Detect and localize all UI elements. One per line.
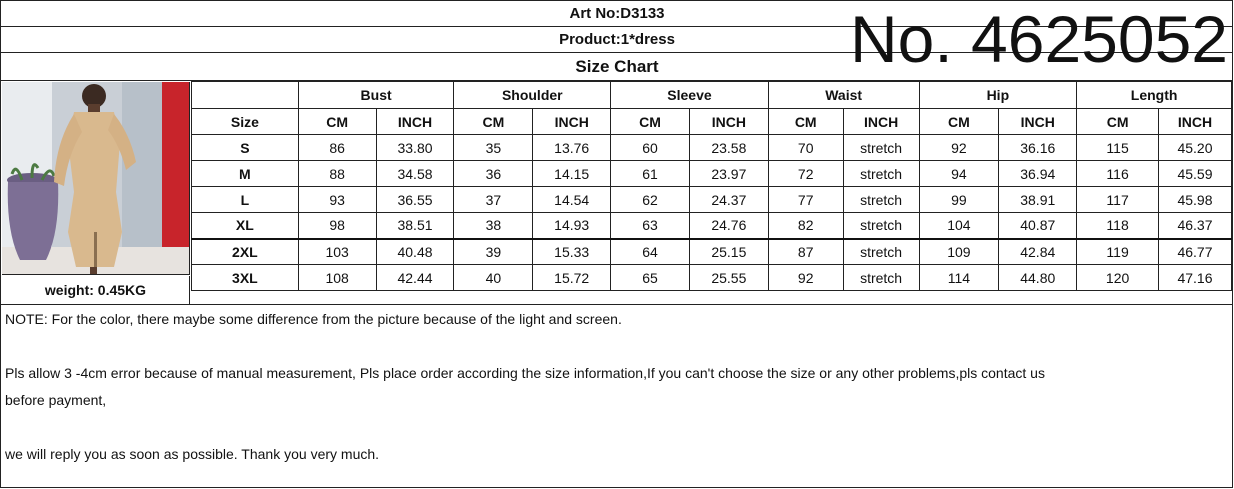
measure-cell: 92 <box>919 135 999 161</box>
measure-cell: 15.33 <box>533 239 611 265</box>
measure-cell: 36.94 <box>999 161 1077 187</box>
measure-cell: 109 <box>919 239 999 265</box>
measure-cell: 65 <box>611 265 690 291</box>
measure-cell: 104 <box>919 213 999 239</box>
measure-cell: 24.37 <box>689 187 768 213</box>
measure-cell: 103 <box>298 239 376 265</box>
size-label: 2XL <box>192 239 299 265</box>
measure-cell: stretch <box>843 213 919 239</box>
measure-cell: 45.59 <box>1159 161 1232 187</box>
measure-cell: 23.58 <box>689 135 768 161</box>
size-header: Size <box>192 109 299 135</box>
measure-cell: 14.54 <box>533 187 611 213</box>
unit-row <box>192 109 1232 135</box>
group-waist: Waist <box>768 82 919 109</box>
size-label: M <box>192 161 299 187</box>
size-label: 3XL <box>192 265 299 291</box>
notes-section <box>1 304 1233 488</box>
measure-cell: stretch <box>843 187 919 213</box>
size-rows <box>192 135 1232 291</box>
measure-cell: 108 <box>298 265 376 291</box>
measure-cell: 115 <box>1077 135 1159 161</box>
measure-cell: 36 <box>454 161 533 187</box>
measure-cell: 40.48 <box>376 239 454 265</box>
measure-cell: 35 <box>454 135 533 161</box>
table-row <box>192 239 1232 265</box>
measure-cell: 119 <box>1077 239 1159 265</box>
group-bust: Bust <box>298 82 454 109</box>
measure-cell: 39 <box>454 239 533 265</box>
measure-cell: 38 <box>454 213 533 239</box>
measure-cell: 24.76 <box>689 213 768 239</box>
measure-cell: 25.15 <box>689 239 768 265</box>
unit-inch: INCH <box>533 109 611 135</box>
unit-cm: CM <box>298 109 376 135</box>
measure-cell: 61 <box>611 161 690 187</box>
measure-cell: 117 <box>1077 187 1159 213</box>
blank-cell <box>192 82 299 109</box>
measure-cell: 47.16 <box>1159 265 1232 291</box>
measure-cell: 14.15 <box>533 161 611 187</box>
measure-cell: 40.87 <box>999 213 1077 239</box>
table-row <box>192 161 1232 187</box>
unit-cm: CM <box>1077 109 1159 135</box>
measure-cell: 88 <box>298 161 376 187</box>
measure-cell: 13.76 <box>533 135 611 161</box>
measure-cell: 99 <box>919 187 999 213</box>
note-before-payment: before payment, <box>5 392 107 408</box>
measure-cell: 38.91 <box>999 187 1077 213</box>
measure-cell: 25.55 <box>689 265 768 291</box>
measure-cell: 33.80 <box>376 135 454 161</box>
measure-cell: 94 <box>919 161 999 187</box>
dress-model-image <box>2 82 190 275</box>
unit-cm: CM <box>768 109 843 135</box>
measure-cell: stretch <box>843 239 919 265</box>
measure-cell: 87 <box>768 239 843 265</box>
measure-cell: 116 <box>1077 161 1159 187</box>
weight-label: weight: 0.45KG <box>2 276 190 304</box>
unit-cm: CM <box>611 109 690 135</box>
product-name: Product:1*dress <box>559 31 675 48</box>
measure-cell: 62 <box>611 187 690 213</box>
measure-cell: 118 <box>1077 213 1159 239</box>
measure-cell: 72 <box>768 161 843 187</box>
group-shoulder: Shoulder <box>454 82 611 109</box>
measure-cell: 120 <box>1077 265 1159 291</box>
measure-cell: 64 <box>611 239 690 265</box>
item-number: No. 4625052 <box>850 2 1228 76</box>
measure-cell: 60 <box>611 135 690 161</box>
unit-cm: CM <box>919 109 999 135</box>
measure-cell: 45.98 <box>1159 187 1232 213</box>
measure-cell: 45.20 <box>1159 135 1232 161</box>
size-label: XL <box>192 213 299 239</box>
measure-cell: 46.37 <box>1159 213 1232 239</box>
measure-cell: 38.51 <box>376 213 454 239</box>
measure-cell: 70 <box>768 135 843 161</box>
measure-cell: stretch <box>843 265 919 291</box>
measure-cell: 36.16 <box>999 135 1077 161</box>
measure-cell: 15.72 <box>533 265 611 291</box>
measure-cell: 86 <box>298 135 376 161</box>
measure-cell: 92 <box>768 265 843 291</box>
measure-group-row <box>192 82 1232 109</box>
measure-cell: 82 <box>768 213 843 239</box>
size-label: L <box>192 187 299 213</box>
table-row <box>192 265 1232 291</box>
table-row <box>192 213 1232 239</box>
measure-cell: 40 <box>454 265 533 291</box>
chart-title: Size Chart <box>575 57 659 76</box>
unit-cm: CM <box>454 109 533 135</box>
unit-inch: INCH <box>843 109 919 135</box>
measure-cell: 42.44 <box>376 265 454 291</box>
measure-cell: 23.97 <box>689 161 768 187</box>
measure-cell: 34.58 <box>376 161 454 187</box>
note-color: NOTE: For the color, there maybe some difference from the picture because of the light and screen. <box>5 311 622 327</box>
unit-inch: INCH <box>999 109 1077 135</box>
measure-cell: 37 <box>454 187 533 213</box>
measure-cell: 63 <box>611 213 690 239</box>
art-number: Art No:D3133 <box>569 5 665 22</box>
measure-cell: stretch <box>843 135 919 161</box>
note-reply: we will reply you as soon as possible. Thank you very much. <box>5 446 380 462</box>
product-photo <box>2 82 190 275</box>
measure-cell: stretch <box>843 161 919 187</box>
measure-cell: 42.84 <box>999 239 1077 265</box>
group-hip: Hip <box>919 82 1077 109</box>
measure-cell: 77 <box>768 187 843 213</box>
measure-cell: 114 <box>919 265 999 291</box>
measure-cell: 36.55 <box>376 187 454 213</box>
unit-inch: INCH <box>689 109 768 135</box>
measure-cell: 14.93 <box>533 213 611 239</box>
measure-cell: 98 <box>298 213 376 239</box>
unit-inch: INCH <box>376 109 454 135</box>
group-sleeve: Sleeve <box>611 82 769 109</box>
size-label: S <box>192 135 299 161</box>
note-measurement: Pls allow 3 -4cm error because of manual measurement, Pls place order according the size information,If you can't choose the size or any other problems,pls contact us <box>5 365 1045 381</box>
table-row <box>192 135 1232 161</box>
size-table <box>191 81 1232 291</box>
measure-cell: 46.77 <box>1159 239 1232 265</box>
table-row <box>192 187 1232 213</box>
measure-cell: 44.80 <box>999 265 1077 291</box>
measure-cell: 93 <box>298 187 376 213</box>
unit-inch: INCH <box>1159 109 1232 135</box>
group-length: Length <box>1077 82 1232 109</box>
